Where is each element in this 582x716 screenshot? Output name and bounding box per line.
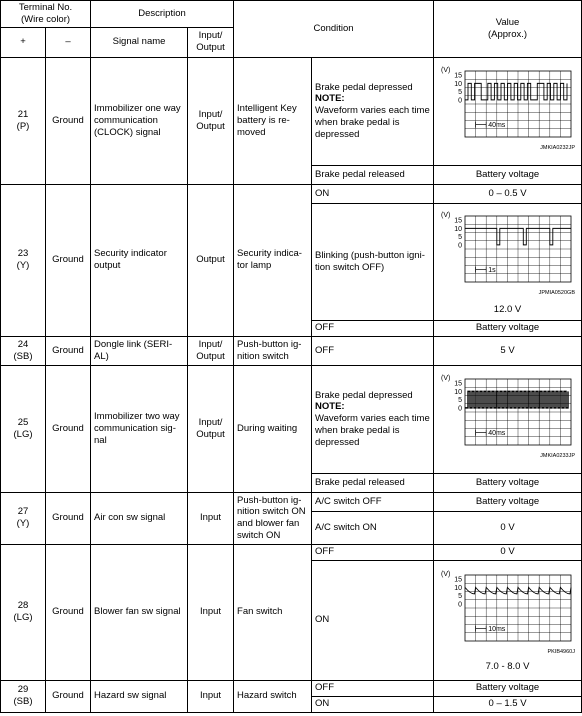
ground-cell: Ground	[46, 184, 91, 336]
terminal-header: Terminal No. (Wire color)	[1, 1, 91, 28]
figure-code: PKIB4960J	[547, 649, 575, 656]
tick-label: 10	[453, 81, 462, 89]
sub-condition: OFF	[312, 336, 434, 365]
condition-cell: Push-button ig-nition switch ON and blower fan switch ON	[234, 492, 312, 544]
tick-label: 5	[457, 593, 462, 601]
value-cell: Battery voltage	[434, 165, 582, 184]
signal-name: Hazard sw signal	[91, 680, 188, 712]
sub-condition: A/C switch OFF	[312, 492, 434, 511]
sub-condition: Brake pedal released	[312, 165, 434, 184]
figure-code: JMKIA0232JP	[539, 145, 575, 152]
signal-trace	[465, 392, 568, 409]
sub-condition: Brake pedal released	[312, 473, 434, 492]
tick-label: 15	[453, 380, 462, 388]
tick-label: 15	[453, 576, 462, 584]
tick-label: 5	[457, 89, 462, 97]
ground-cell: Ground	[46, 544, 91, 680]
ground-cell: Ground	[46, 365, 91, 492]
signal-name: Blower fan sw signal	[91, 544, 188, 680]
tick-label: 0	[457, 601, 462, 609]
io-header: Input/ Output	[188, 27, 234, 57]
io-cell: Output	[188, 184, 234, 336]
waveform-21	[434, 57, 582, 165]
waveform-chart	[439, 208, 577, 302]
tick-label: 10	[453, 225, 462, 233]
value-cell: Battery voltage	[434, 320, 582, 336]
terminal-25: 25 (LG)	[1, 365, 46, 492]
signal-name: Immobilizer two way communication sig-nal	[91, 365, 188, 492]
ground-cell: Ground	[46, 57, 91, 184]
sub-condition: ON	[312, 560, 434, 680]
minus-header: –	[46, 27, 91, 57]
signal-name: Air con sw signal	[91, 492, 188, 544]
condition-cell: Security indica-tor lamp	[234, 184, 312, 336]
plus-header: +	[1, 27, 46, 57]
tick-label: 15	[453, 217, 462, 225]
terminal-27: 27 (Y)	[1, 492, 46, 544]
value-header: Value (Approx.)	[434, 1, 582, 58]
io-cell: Input/ Output	[188, 336, 234, 365]
sub-condition: A/C switch ON	[312, 511, 434, 544]
value-cell: 0 V	[434, 511, 582, 544]
tick-label: 5	[457, 397, 462, 405]
value-cell: 0 – 0.5 V	[434, 184, 582, 203]
time-label: 40ms	[487, 122, 505, 130]
value-cell: 0 – 1.5 V	[434, 696, 582, 712]
io-cell: Input/ Output	[188, 57, 234, 184]
condition-header: Condition	[234, 1, 434, 58]
terminal-29: 29 (SB)	[1, 680, 46, 712]
waveform-chart	[439, 371, 577, 467]
value-cell: 0 V	[434, 544, 582, 560]
waveform-23	[434, 203, 582, 320]
condition-cell: Push-button ig-nition switch	[234, 336, 312, 365]
description-header: Description	[91, 1, 234, 28]
value-cell: 5 V	[434, 336, 582, 365]
tick-label: 10	[453, 389, 462, 397]
waveform-25	[434, 365, 582, 473]
time-label: 10ms	[487, 626, 505, 634]
sub-condition: OFF	[312, 680, 434, 696]
signal-name-header: Signal name	[91, 27, 188, 57]
unit-label: (V)	[440, 211, 450, 219]
tick-label: 10	[453, 585, 462, 593]
figure-code: JPMIA0520GB	[538, 289, 575, 296]
tick-label: 5	[457, 233, 462, 241]
time-label: 1s	[487, 266, 496, 274]
value-cell: Battery voltage	[434, 492, 582, 511]
sub-condition: Brake pedal depressed NOTE: Waveform varies each time when brake pedal is depressed	[312, 57, 434, 165]
ground-cell: Ground	[46, 492, 91, 544]
terminal-28: 28 (LG)	[1, 544, 46, 680]
io-cell: Input	[188, 492, 234, 544]
unit-label: (V)	[440, 571, 450, 579]
waveform-chart	[439, 567, 577, 659]
signal-trace	[465, 84, 567, 101]
sub-condition: OFF	[312, 320, 434, 336]
io-cell: Input	[188, 544, 234, 680]
terminal-24: 24 (SB)	[1, 336, 46, 365]
sub-condition: ON	[312, 696, 434, 712]
waveform-28	[434, 560, 582, 680]
io-cell: Input	[188, 680, 234, 712]
tick-label: 0	[457, 242, 462, 250]
value-cell: Battery voltage	[434, 473, 582, 492]
tick-label: 0	[457, 405, 462, 413]
tick-label: 0	[457, 97, 462, 105]
waveform-chart	[439, 63, 577, 159]
unit-label: (V)	[440, 375, 450, 383]
io-cell: Input/ Output	[188, 365, 234, 492]
figure-code: JMKIA0233JP	[539, 453, 575, 460]
signal-name: Dongle link (SERI-AL)	[91, 336, 188, 365]
ground-cell: Ground	[46, 336, 91, 365]
sub-condition: ON	[312, 184, 434, 203]
condition-cell: During waiting	[234, 365, 312, 492]
condition-cell: Hazard switch	[234, 680, 312, 712]
value-cell: Battery voltage	[434, 680, 582, 696]
time-label: 40ms	[487, 430, 505, 438]
value-text: 12.0 V	[493, 303, 522, 315]
signal-name: Security indicator output	[91, 184, 188, 336]
ground-cell: Ground	[46, 680, 91, 712]
unit-label: (V)	[440, 67, 450, 75]
signal-name: Immobilizer one way communication (CLOCK) signal	[91, 57, 188, 184]
sub-condition: Brake pedal depressed NOTE: Waveform varies each time when brake pedal is depressed	[312, 365, 434, 473]
value-text: 7.0 - 8.0 V	[485, 661, 530, 673]
sub-condition: Blinking (push-button igni-tion switch OFF)	[312, 203, 434, 320]
terminal-21: 21 (P)	[1, 57, 46, 184]
condition-cell: Fan switch	[234, 544, 312, 680]
terminal-23: 23 (Y)	[1, 184, 46, 336]
tick-label: 15	[453, 72, 462, 80]
sub-condition: OFF	[312, 544, 434, 560]
condition-cell: Intelligent Key battery is re-moved	[234, 57, 312, 184]
